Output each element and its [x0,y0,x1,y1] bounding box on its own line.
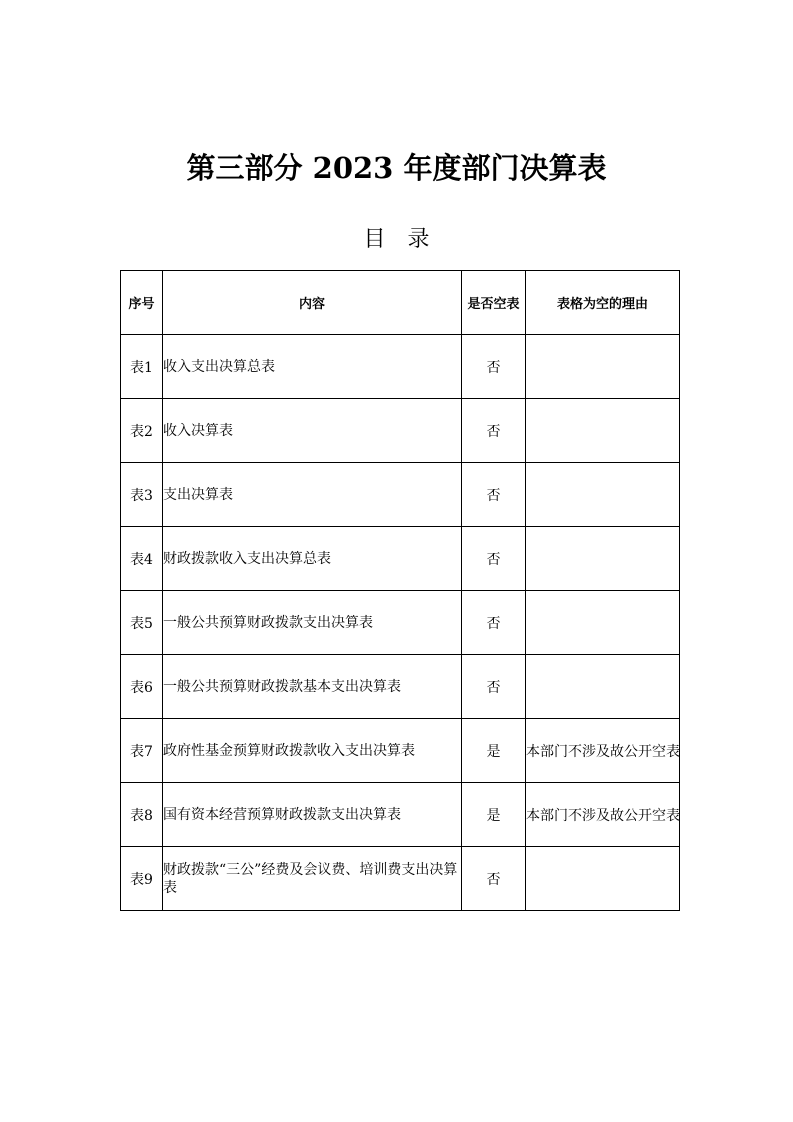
table-row [121,463,680,527]
row-reason: 本部门不涉及故公开空表 [526,783,680,847]
table-row [121,783,680,847]
table-row [121,655,680,719]
row-content: 一般公共预算财政拨款支出决算表 [163,591,462,655]
row-reason [526,847,680,911]
row-seq: 表3 [121,463,163,527]
table-row [121,335,680,399]
table-row [121,847,680,911]
row-is-empty: 否 [462,591,526,655]
row-is-empty: 否 [462,463,526,527]
row-seq: 表6 [121,655,163,719]
row-seq: 表4 [121,527,163,591]
row-content: 财政拨款收入支出决算总表 [163,527,462,591]
row-is-empty: 否 [462,655,526,719]
row-reason: 本部门不涉及故公开空表 [526,719,680,783]
table-header-row [121,271,680,335]
row-seq: 表2 [121,399,163,463]
row-seq: 表8 [121,783,163,847]
row-content: 财政拨款“三公”经费及会议费、培训费支出决算表 [163,847,462,911]
table-of-contents-heading: 目录 [363,227,452,252]
row-is-empty: 是 [462,719,526,783]
row-seq: 表5 [121,591,163,655]
row-reason [526,655,680,719]
row-reason [526,399,680,463]
row-reason [526,463,680,527]
table-row [121,527,680,591]
row-seq: 表7 [121,719,163,783]
table-row [121,591,680,655]
row-content: 国有资本经营预算财政拨款支出决算表 [163,783,462,847]
header-content: 内容 [163,271,462,335]
toc-table [120,270,680,911]
table-row [121,719,680,783]
table-row [121,399,680,463]
row-is-empty: 否 [462,399,526,463]
row-reason [526,591,680,655]
row-is-empty: 是 [462,783,526,847]
row-reason [526,335,680,399]
row-seq: 表9 [121,847,163,911]
row-seq: 表1 [121,335,163,399]
header-reason: 表格为空的理由 [526,271,680,335]
row-content: 政府性基金预算财政拨款收入支出决算表 [163,719,462,783]
row-is-empty: 否 [462,847,526,911]
row-content: 支出决算表 [163,463,462,527]
header-seq: 序号 [121,271,163,335]
document-title: 第三部分 2023 年度部门决算表 [186,151,607,185]
row-is-empty: 否 [462,527,526,591]
row-is-empty: 否 [462,335,526,399]
row-reason [526,527,680,591]
row-content: 收入支出决算总表 [163,335,462,399]
row-content: 收入决算表 [163,399,462,463]
header-is-empty: 是否空表 [462,271,526,335]
row-content: 一般公共预算财政拨款基本支出决算表 [163,655,462,719]
